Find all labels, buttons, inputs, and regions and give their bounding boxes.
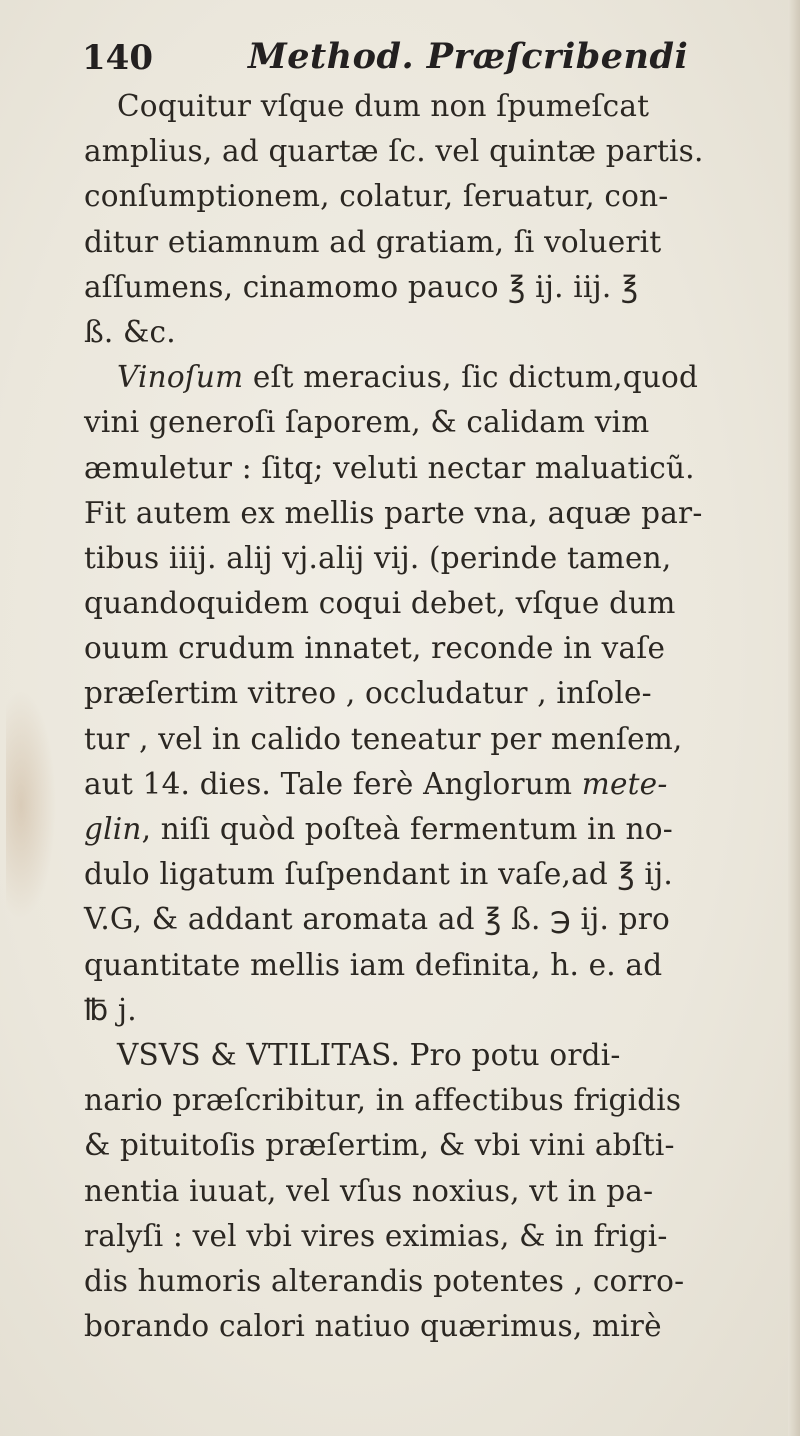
text-segment: ℔ j. <box>84 992 137 1027</box>
text-segment: conſumptionem, colatur, ſeruatur, con- <box>84 179 669 214</box>
text-line <box>84 84 800 129</box>
text-segment: ouum crudum innatet, reconde in vaſe <box>84 631 666 666</box>
text-segment: vini generoſi ſaporem, & calidam vim <box>84 405 650 440</box>
text-line <box>84 897 800 942</box>
text-line <box>84 1259 800 1304</box>
text-line <box>84 717 800 762</box>
text-line <box>84 762 800 807</box>
text-segment: dulo ligatum ſuſpendant in vaſe,ad ℥ ij. <box>84 857 673 892</box>
text-segment: VSVS & VTILITAS. Pro potu ordi- <box>117 1037 621 1072</box>
text-line <box>84 536 800 581</box>
text-line <box>84 581 800 626</box>
text-segment: aſſumens, cinamomo pauco ℥ ij. iij. ℥ <box>84 269 639 304</box>
text-segment: V.G, & addant aromata ad ℥ ß. ℈ ij. pro <box>84 902 671 937</box>
text-line <box>84 310 800 355</box>
text-segment: ditur etiamnum ad gratiam, ſi voluerit <box>84 224 662 259</box>
text-line <box>84 1078 800 1123</box>
text-segment: dis humoris alterandis potentes , corro- <box>84 1263 685 1298</box>
text-segment: Coquitur vſque dum non ſpumeſcat <box>117 89 650 123</box>
text-line <box>84 807 800 852</box>
text-line <box>84 626 800 671</box>
text-line <box>84 220 800 265</box>
text-line <box>84 1123 800 1168</box>
text-segment: æmuletur : ſitq; veluti nectar maluaticũ. <box>84 450 695 485</box>
text-segment: nentia iuuat, vel vſus noxius, vt in pa- <box>84 1173 654 1208</box>
text-segment: Fit autem ex mellis parte vna, aquæ par- <box>84 495 703 530</box>
running-head: Method. Præſcribendi <box>248 36 689 77</box>
text-line <box>84 265 800 310</box>
text-line <box>84 1214 800 1259</box>
text-segment: & pituitoſis præſertim, & vbi vini abſti- <box>84 1128 675 1163</box>
text-segment: tur , vel in calido teneatur per menſem, <box>84 721 683 756</box>
text-line <box>84 1169 800 1214</box>
text-segment: ß. &c. <box>84 314 176 349</box>
text-line <box>84 446 800 491</box>
text-segment: aut 14. dies. Tale ferè Anglorum <box>84 766 582 801</box>
text-segment: eſt meracius, ſic dictum,quod <box>243 360 699 395</box>
text-segment: borando calori natiuo quærimus, mirè <box>84 1309 662 1344</box>
italic-text: mete- <box>581 766 668 801</box>
text-segment: tibus iiij. alij vj.alij vij. (perinde tamen, <box>84 540 672 575</box>
text-line <box>84 491 800 536</box>
text-segment: ralyſi : vel vbi vires eximias, & in frigi- <box>84 1218 668 1253</box>
text-line <box>84 1033 800 1078</box>
text-segment: quantitate mellis iam definita, h. e. ad <box>84 947 663 982</box>
text-segment: amplius, ad quartæ ſc. vel quintæ partis. <box>84 134 704 169</box>
text-segment: nario præſcribitur, in affectibus frigidis <box>84 1083 682 1118</box>
page-header <box>82 34 722 90</box>
text-line <box>84 852 800 897</box>
paper-stain <box>6 690 56 920</box>
text-line <box>84 174 800 219</box>
text-segment: præſertim vitreo , occludatur , inſole- <box>84 676 652 711</box>
text-line <box>84 400 800 445</box>
text-line <box>84 988 800 1033</box>
page-number: 140 <box>82 38 153 78</box>
text-segment: , niſi quòd poſteà fermentum in no- <box>141 812 673 846</box>
text-line <box>84 671 800 716</box>
italic-text: Vinoſum <box>117 360 244 395</box>
body-text <box>84 84 800 1349</box>
text-line <box>84 355 800 400</box>
text-segment: quandoquidem coqui debet, vſque dum <box>84 586 676 621</box>
italic-text: glin <box>84 812 142 846</box>
text-line <box>84 129 800 174</box>
text-line <box>84 943 800 988</box>
text-line <box>84 1304 800 1349</box>
